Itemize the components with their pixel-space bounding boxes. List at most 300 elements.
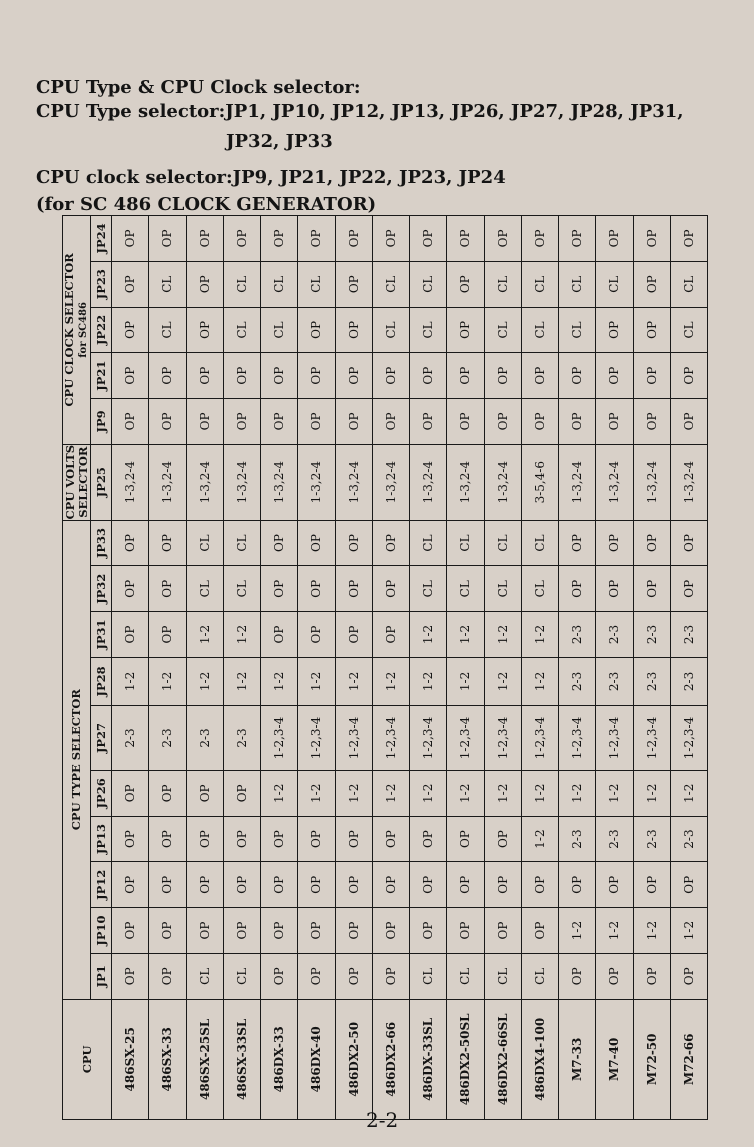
- jumper-setting-cell: CL: [521, 566, 558, 612]
- column-header-jp32: JP32: [91, 566, 112, 612]
- jumper-setting-cell: OP: [633, 953, 670, 999]
- jumper-setting-cell: 1-2: [521, 770, 558, 816]
- jumper-setting-cell: OP: [223, 908, 260, 954]
- jumper-setting-cell: OP: [559, 399, 596, 445]
- column-header-jp21: JP21: [91, 353, 112, 399]
- jumper-setting-cell: CL: [372, 307, 409, 353]
- jumper-setting-cell: OP: [670, 399, 707, 445]
- jumper-setting-cell: 1-2,3-4: [298, 705, 335, 770]
- jumper-setting-cell: OP: [298, 216, 335, 262]
- jumper-setting-cell: 1-2: [149, 657, 186, 705]
- jumper-setting-cell: OP: [596, 216, 633, 262]
- jumper-setting-cell: 1-2: [484, 657, 521, 705]
- jumper-setting-cell: OP: [335, 816, 372, 862]
- jumper-setting-cell: OP: [186, 862, 223, 908]
- jumper-setting-cell: 1-2: [484, 612, 521, 658]
- jumper-setting-cell: CL: [670, 307, 707, 353]
- jumper-setting-cell: OP: [186, 353, 223, 399]
- jumper-setting-cell: 1-2: [484, 770, 521, 816]
- jumper-setting-cell: OP: [633, 216, 670, 262]
- column-header-jp9: JP9: [91, 399, 112, 445]
- jumper-setting-cell: OP: [335, 216, 372, 262]
- table-row: [596, 216, 633, 1120]
- jumper-setting-cell: CL: [223, 953, 260, 999]
- cpu-model-cell: M7-40: [596, 999, 633, 1119]
- jumper-setting-cell: CL: [223, 520, 260, 566]
- jumper-setting-cell: 2-3: [670, 816, 707, 862]
- jumper-setting-cell: 1-2,3-4: [447, 705, 484, 770]
- jumper-setting-cell: OP: [149, 862, 186, 908]
- jumper-setting-cell: OP: [410, 353, 447, 399]
- jumper-setting-cell: 2-3: [559, 612, 596, 658]
- jumper-setting-cell: OP: [335, 953, 372, 999]
- jumper-setting-cell: OP: [112, 307, 149, 353]
- jumper-setting-cell: OP: [521, 399, 558, 445]
- jumper-setting-cell: OP: [261, 216, 298, 262]
- clock-header-line2: for SC486: [78, 302, 89, 358]
- jumper-setting-cell: 1-3,2-4: [186, 444, 223, 520]
- jumper-setting-cell: CL: [521, 520, 558, 566]
- jumper-setting-cell: OP: [186, 770, 223, 816]
- jumper-setting-cell: CL: [559, 261, 596, 307]
- jumper-setting-cell: OP: [261, 399, 298, 445]
- jumper-setting-cell: OP: [410, 399, 447, 445]
- table-row: [670, 216, 707, 1120]
- jumper-setting-cell: 2-3: [596, 657, 633, 705]
- jumper-setting-cell: 3-5,4-6: [521, 444, 558, 520]
- jumper-setting-cell: CL: [149, 261, 186, 307]
- jumper-setting-cell: 1-2: [596, 908, 633, 954]
- jumper-setting-cell: OP: [633, 566, 670, 612]
- jumper-setting-cell: OP: [596, 307, 633, 353]
- jumper-setting-cell: OP: [447, 216, 484, 262]
- jumper-setting-cell: OP: [372, 216, 409, 262]
- jumper-setting-cell: 2-3: [670, 612, 707, 658]
- jumper-setting-cell: OP: [298, 566, 335, 612]
- jumper-setting-cell: OP: [559, 862, 596, 908]
- jumper-setting-cell: OP: [298, 353, 335, 399]
- jumper-setting-cell: OP: [149, 566, 186, 612]
- jumper-table: [62, 215, 708, 1120]
- jumper-setting-cell: OP: [112, 862, 149, 908]
- cpu-column-header: CPU: [63, 999, 112, 1119]
- jumper-setting-cell: OP: [335, 520, 372, 566]
- jumper-setting-cell: OP: [335, 261, 372, 307]
- jumper-setting-cell: OP: [447, 399, 484, 445]
- table-row: [186, 216, 223, 1120]
- jumper-setting-cell: OP: [410, 862, 447, 908]
- jumper-setting-cell: CL: [447, 953, 484, 999]
- jumper-table-body: [112, 216, 708, 1120]
- jumper-setting-cell: OP: [596, 953, 633, 999]
- jumper-setting-cell: OP: [596, 399, 633, 445]
- jumper-setting-cell: OP: [112, 908, 149, 954]
- jumper-setting-cell: CL: [559, 307, 596, 353]
- jumper-setting-cell: OP: [298, 612, 335, 658]
- jumper-setting-cell: CL: [410, 566, 447, 612]
- jumper-setting-cell: 1-2: [596, 770, 633, 816]
- column-header-jp1: JP1: [91, 953, 112, 999]
- jumper-setting-cell: CL: [521, 953, 558, 999]
- jumper-setting-cell: OP: [521, 216, 558, 262]
- table-row: [112, 216, 149, 1120]
- jumper-setting-cell: OP: [261, 520, 298, 566]
- jumper-setting-cell: CL: [186, 520, 223, 566]
- jumper-setting-cell: OP: [298, 307, 335, 353]
- jumper-setting-cell: OP: [447, 261, 484, 307]
- jumper-setting-cell: OP: [298, 908, 335, 954]
- jumper-setting-cell: OP: [670, 862, 707, 908]
- jumper-setting-cell: OP: [335, 353, 372, 399]
- jumper-setting-cell: 1-2,3-4: [261, 705, 298, 770]
- jumper-setting-cell: OP: [223, 816, 260, 862]
- cpu-model-cell: 486DX-40: [298, 999, 335, 1119]
- jumper-setting-cell: OP: [186, 261, 223, 307]
- jumper-setting-cell: OP: [112, 566, 149, 612]
- jumper-setting-cell: OP: [112, 816, 149, 862]
- jumper-setting-cell: OP: [149, 770, 186, 816]
- table-row: [447, 216, 484, 1120]
- jumper-setting-cell: OP: [372, 862, 409, 908]
- jumper-setting-cell: OP: [261, 353, 298, 399]
- jumper-setting-cell: OP: [372, 399, 409, 445]
- jumper-setting-cell: CL: [410, 520, 447, 566]
- jumper-setting-cell: 1-3,2-4: [596, 444, 633, 520]
- jumper-setting-cell: OP: [186, 307, 223, 353]
- table-row: [633, 216, 670, 1120]
- cpu-model-cell: 486DX-33: [261, 999, 298, 1119]
- jumper-setting-cell: OP: [372, 612, 409, 658]
- jumper-setting-cell: 1-2: [670, 770, 707, 816]
- cpu-model-cell: M72-50: [633, 999, 670, 1119]
- jumper-setting-cell: 1-2: [112, 657, 149, 705]
- cpu-model-cell: M72-66: [670, 999, 707, 1119]
- jumper-setting-cell: OP: [484, 908, 521, 954]
- jumper-setting-cell: 1-3,2-4: [410, 444, 447, 520]
- jumper-setting-cell: 1-2,3-4: [633, 705, 670, 770]
- jumper-setting-cell: 1-2: [410, 770, 447, 816]
- jumper-setting-cell: 1-2,3-4: [670, 705, 707, 770]
- jumper-setting-cell: CL: [484, 566, 521, 612]
- jumper-setting-cell: OP: [223, 353, 260, 399]
- jumper-setting-cell: 1-2: [186, 657, 223, 705]
- table-row: [521, 216, 558, 1120]
- jumper-setting-cell: 1-2: [670, 908, 707, 954]
- jumper-setting-cell: CL: [484, 520, 521, 566]
- jumper-setting-cell: OP: [335, 908, 372, 954]
- jumper-setting-cell: 1-2: [186, 612, 223, 658]
- volts-header-line1: CPU VOLTS: [62, 444, 77, 520]
- column-header-jp10: JP10: [91, 908, 112, 954]
- jumper-setting-cell: 1-2: [633, 908, 670, 954]
- jumper-setting-cell: OP: [298, 953, 335, 999]
- jumper-setting-cell: OP: [149, 908, 186, 954]
- jumper-setting-cell: OP: [521, 862, 558, 908]
- jumper-setting-cell: OP: [484, 862, 521, 908]
- jumper-setting-cell: 1-2: [261, 770, 298, 816]
- cpu-model-cell: M7-33: [559, 999, 596, 1119]
- jumper-setting-cell: 2-3: [596, 612, 633, 658]
- jumper-table-rotated: [62, 215, 708, 1120]
- jumper-setting-cell: OP: [484, 399, 521, 445]
- jumper-setting-cell: 1-3,2-4: [223, 444, 260, 520]
- jumper-setting-cell: OP: [149, 612, 186, 658]
- jumper-setting-cell: OP: [112, 261, 149, 307]
- jumper-setting-cell: CL: [372, 261, 409, 307]
- jumper-setting-cell: 1-2: [410, 612, 447, 658]
- table-row: [559, 216, 596, 1120]
- table-row: [261, 216, 298, 1120]
- column-header-jp22: JP22: [91, 307, 112, 353]
- jumper-header-row: [91, 216, 112, 1120]
- jumper-setting-cell: OP: [410, 216, 447, 262]
- cpu-model-cell: 486SX-25: [112, 999, 149, 1119]
- jumper-setting-cell: OP: [112, 216, 149, 262]
- column-header-jp26: JP26: [91, 770, 112, 816]
- jumper-setting-cell: OP: [596, 862, 633, 908]
- jumper-setting-cell: OP: [335, 566, 372, 612]
- jumper-setting-cell: OP: [372, 953, 409, 999]
- column-header-jp25: JP25: [91, 444, 112, 520]
- cpu-model-cell: 486DX2-50: [335, 999, 372, 1119]
- jumper-setting-cell: OP: [484, 216, 521, 262]
- cpu-model-cell: 486DX2-66: [372, 999, 409, 1119]
- jumper-setting-cell: OP: [447, 307, 484, 353]
- jumper-setting-cell: CL: [223, 307, 260, 353]
- jumper-setting-cell: OP: [521, 353, 558, 399]
- jumper-setting-cell: 1-2: [298, 770, 335, 816]
- jumper-setting-cell: OP: [223, 399, 260, 445]
- column-header-jp31: JP31: [91, 612, 112, 658]
- jumper-setting-cell: 1-2,3-4: [596, 705, 633, 770]
- jumper-setting-cell: OP: [596, 353, 633, 399]
- jumper-setting-cell: 1-3,2-4: [372, 444, 409, 520]
- jumper-setting-cell: OP: [335, 399, 372, 445]
- jumper-setting-cell: OP: [670, 520, 707, 566]
- jumper-setting-cell: OP: [223, 216, 260, 262]
- jumper-setting-cell: OP: [559, 353, 596, 399]
- jumper-setting-cell: OP: [633, 862, 670, 908]
- jumper-setting-cell: CL: [670, 261, 707, 307]
- cpu-model-cell: 486DX4-100: [521, 999, 558, 1119]
- clock-selector-line: CPU clock selector:JP9, JP21, JP22, JP23, JP24: [36, 167, 506, 188]
- jumper-setting-cell: OP: [223, 862, 260, 908]
- column-header-jp27: JP27: [91, 705, 112, 770]
- jumper-setting-cell: OP: [112, 612, 149, 658]
- jumper-setting-cell: 1-2: [521, 816, 558, 862]
- jumper-setting-cell: 1-2,3-4: [410, 705, 447, 770]
- jumper-setting-cell: 1-2: [633, 770, 670, 816]
- jumper-setting-cell: OP: [633, 261, 670, 307]
- table-row: [410, 216, 447, 1120]
- jumper-setting-cell: OP: [596, 566, 633, 612]
- jumper-setting-cell: CL: [484, 261, 521, 307]
- jumper-setting-cell: CL: [149, 307, 186, 353]
- column-header-jp33: JP33: [91, 520, 112, 566]
- jumper-setting-cell: 1-3,2-4: [484, 444, 521, 520]
- jumper-setting-cell: CL: [261, 307, 298, 353]
- cpu-volts-selector-header: [63, 444, 91, 520]
- jumper-setting-cell: OP: [670, 566, 707, 612]
- jumper-setting-cell: 1-3,2-4: [447, 444, 484, 520]
- jumper-setting-cell: OP: [186, 908, 223, 954]
- jumper-setting-cell: OP: [521, 908, 558, 954]
- jumper-setting-cell: CL: [410, 307, 447, 353]
- cpu-type-selector-header: CPU TYPE SELECTOR: [63, 520, 91, 999]
- jumper-setting-cell: CL: [447, 566, 484, 612]
- jumper-setting-cell: OP: [112, 770, 149, 816]
- jumper-setting-cell: 2-3: [633, 612, 670, 658]
- jumper-setting-cell: 1-2: [335, 657, 372, 705]
- jumper-setting-cell: OP: [372, 353, 409, 399]
- jumper-setting-cell: CL: [186, 953, 223, 999]
- jumper-setting-cell: OP: [372, 908, 409, 954]
- jumper-setting-cell: OP: [447, 908, 484, 954]
- jumper-setting-cell: 1-2,3-4: [559, 705, 596, 770]
- jumper-setting-cell: OP: [335, 307, 372, 353]
- jumper-setting-cell: OP: [447, 353, 484, 399]
- column-header-jp12: JP12: [91, 862, 112, 908]
- jumper-setting-cell: OP: [559, 216, 596, 262]
- jumper-setting-cell: OP: [298, 399, 335, 445]
- table-row: [298, 216, 335, 1120]
- jumper-setting-cell: 2-3: [112, 705, 149, 770]
- jumper-setting-cell: OP: [559, 520, 596, 566]
- table-row: [335, 216, 372, 1120]
- jumper-setting-cell: OP: [186, 216, 223, 262]
- jumper-setting-cell: OP: [298, 520, 335, 566]
- cpu-model-cell: 486DX2-50SL: [447, 999, 484, 1119]
- cpu-model-cell: 486SX-33: [149, 999, 186, 1119]
- jumper-setting-cell: OP: [261, 612, 298, 658]
- jumper-setting-cell: OP: [261, 816, 298, 862]
- jumper-setting-cell: 1-2: [559, 770, 596, 816]
- jumper-setting-cell: OP: [633, 399, 670, 445]
- jumper-setting-cell: 1-2: [372, 657, 409, 705]
- jumper-setting-cell: OP: [298, 862, 335, 908]
- jumper-setting-cell: 2-3: [559, 816, 596, 862]
- cpu-clock-selector-header: [63, 216, 91, 445]
- jumper-setting-cell: CL: [223, 566, 260, 612]
- jumper-setting-cell: 1-2: [521, 612, 558, 658]
- jumper-setting-cell: 1-3,2-4: [112, 444, 149, 520]
- page-number: 2-2: [366, 1108, 399, 1132]
- jumper-setting-cell: CL: [447, 520, 484, 566]
- column-header-jp24: JP24: [91, 216, 112, 262]
- jumper-setting-cell: OP: [670, 953, 707, 999]
- jumper-setting-cell: 1-2,3-4: [372, 705, 409, 770]
- jumper-setting-cell: 1-2: [223, 657, 260, 705]
- jumper-setting-cell: 1-2: [298, 657, 335, 705]
- jumper-setting-cell: 1-2: [223, 612, 260, 658]
- jumper-setting-cell: OP: [447, 862, 484, 908]
- jumper-setting-cell: OP: [596, 520, 633, 566]
- jumper-setting-cell: OP: [559, 953, 596, 999]
- jumper-setting-cell: OP: [670, 353, 707, 399]
- jumper-setting-cell: OP: [484, 816, 521, 862]
- column-header-jp13: JP13: [91, 816, 112, 862]
- jumper-setting-cell: OP: [112, 353, 149, 399]
- jumper-setting-cell: 1-3,2-4: [298, 444, 335, 520]
- jumper-setting-cell: OP: [186, 399, 223, 445]
- jumper-setting-cell: OP: [223, 770, 260, 816]
- jumper-setting-cell: OP: [149, 953, 186, 999]
- jumper-setting-cell: 2-3: [670, 657, 707, 705]
- jumper-setting-cell: OP: [559, 566, 596, 612]
- table-row: [223, 216, 260, 1120]
- jumper-setting-cell: 1-2: [521, 657, 558, 705]
- jumper-setting-cell: OP: [149, 816, 186, 862]
- jumper-setting-cell: OP: [149, 216, 186, 262]
- jumper-setting-cell: OP: [261, 862, 298, 908]
- jumper-setting-cell: 1-3,2-4: [633, 444, 670, 520]
- jumper-setting-cell: CL: [261, 261, 298, 307]
- section-title: CPU Type & CPU Clock selector:: [36, 77, 361, 98]
- clock-header-line1: CPU CLOCK SELECTOR: [62, 253, 76, 407]
- jumper-setting-cell: 2-3: [596, 816, 633, 862]
- cpu-model-cell: 486DX-33SL: [410, 999, 447, 1119]
- jumper-setting-cell: 1-2: [447, 612, 484, 658]
- jumper-setting-cell: OP: [112, 399, 149, 445]
- jumper-setting-cell: CL: [223, 261, 260, 307]
- jumper-setting-cell: OP: [335, 612, 372, 658]
- cpu-model-cell: 486SX-33SL: [223, 999, 260, 1119]
- jumper-setting-cell: OP: [149, 520, 186, 566]
- column-header-jp23: JP23: [91, 261, 112, 307]
- table-row: [372, 216, 409, 1120]
- jumper-setting-cell: OP: [372, 520, 409, 566]
- jumper-setting-cell: 1-2: [447, 770, 484, 816]
- column-header-jp28: JP28: [91, 657, 112, 705]
- jumper-setting-cell: OP: [633, 353, 670, 399]
- table-row: [484, 216, 521, 1120]
- jumper-setting-cell: 1-2,3-4: [335, 705, 372, 770]
- jumper-setting-cell: OP: [410, 816, 447, 862]
- jumper-setting-cell: OP: [149, 353, 186, 399]
- jumper-setting-cell: 1-3,2-4: [559, 444, 596, 520]
- table-row: [149, 216, 186, 1120]
- jumper-setting-cell: CL: [484, 307, 521, 353]
- jumper-setting-cell: 2-3: [559, 657, 596, 705]
- jumper-setting-cell: 1-3,2-4: [149, 444, 186, 520]
- jumper-setting-cell: OP: [372, 566, 409, 612]
- jumper-setting-cell: 2-3: [633, 816, 670, 862]
- jumper-setting-cell: 2-3: [149, 705, 186, 770]
- jumper-setting-cell: 1-3,2-4: [261, 444, 298, 520]
- jumper-setting-cell: OP: [261, 566, 298, 612]
- jumper-setting-cell: OP: [261, 908, 298, 954]
- jumper-setting-cell: CL: [298, 261, 335, 307]
- jumper-setting-cell: 1-3,2-4: [670, 444, 707, 520]
- jumper-setting-cell: 2-3: [186, 705, 223, 770]
- jumper-setting-cell: 1-2,3-4: [484, 705, 521, 770]
- jumper-setting-cell: 1-2: [335, 770, 372, 816]
- cpu-model-cell: 486SX-25SL: [186, 999, 223, 1119]
- jumper-setting-cell: OP: [298, 816, 335, 862]
- jumper-setting-cell: CL: [186, 566, 223, 612]
- jumper-setting-cell: 2-3: [223, 705, 260, 770]
- clock-generator-note: (for SC 486 CLOCK GENERATOR): [36, 194, 377, 215]
- jumper-setting-cell: OP: [633, 307, 670, 353]
- jumper-setting-cell: CL: [484, 953, 521, 999]
- jumper-setting-cell: OP: [149, 399, 186, 445]
- jumper-setting-cell: OP: [633, 520, 670, 566]
- jumper-setting-cell: OP: [447, 816, 484, 862]
- jumper-setting-cell: OP: [410, 908, 447, 954]
- jumper-setting-cell: 2-3: [633, 657, 670, 705]
- jumper-setting-cell: 1-2: [559, 908, 596, 954]
- cpu-model-cell: 486DX2-66SL: [484, 999, 521, 1119]
